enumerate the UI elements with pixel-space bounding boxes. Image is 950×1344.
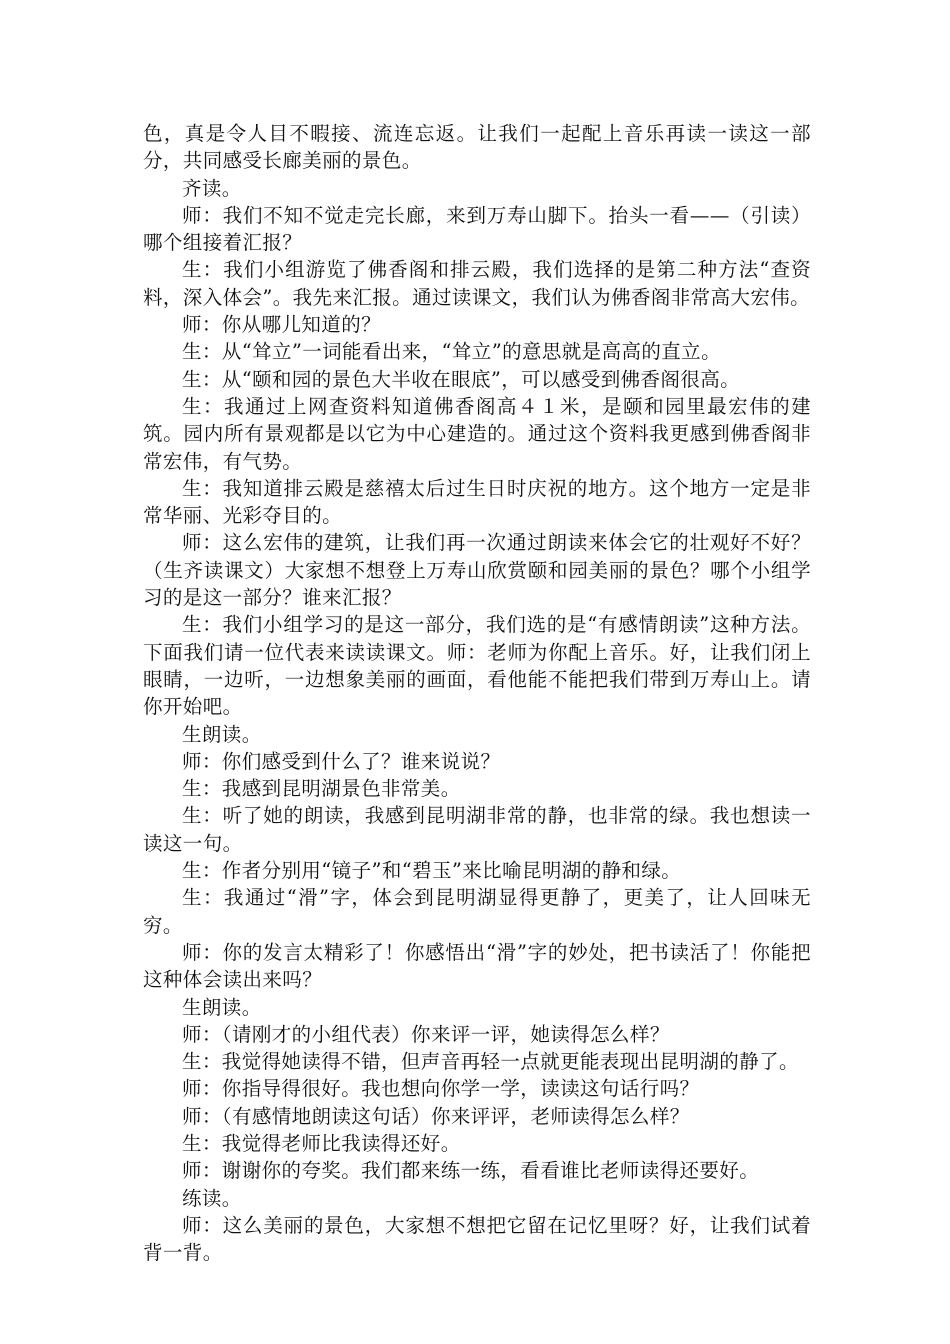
- paragraph: 生：我觉得她读得不错，但声音再轻一点就更能表现出昆明湖的静了。: [182, 1050, 799, 1074]
- paragraph: 师：你的发言太精彩了！你感悟出“滑”字的妙处，把书读活了！你能把这种体会读出来吗？: [143, 940, 811, 992]
- paragraph: 生：作者分别用“镜子”和“碧玉”来比喻昆明湖的静和绿。: [182, 859, 682, 883]
- paragraph: 师：你从哪儿知道的？: [182, 313, 382, 337]
- paragraph: 师：你指导得很好。我也想向你学一学，读读这句话行吗？: [182, 1077, 700, 1101]
- paragraph: 师：我们不知不觉走完长廊，来到万寿山脚下。抬头一看——（引读）哪个组接着汇报？: [143, 203, 811, 255]
- paragraph: 齐读。: [182, 176, 242, 200]
- paragraph: 生：从“颐和园的景色大半收在眼底”，可以感受到佛香阁很高。: [182, 367, 741, 391]
- paragraph-continued: 色，真是令人目不暇接、流连忘返。让我们一起配上音乐再读一读这一部分，共同感受长廊美丽的景色。: [143, 122, 811, 173]
- paragraph: 生：从“耸立”一词能看出来，“耸立”的意思就是高高的直立。: [182, 340, 721, 364]
- paragraph: 生：我知道排云殿是慈禧太后过生日时庆祝的地方。这个地方一定是非常华丽、光彩夺目的。: [143, 476, 811, 528]
- paragraph: 练读。: [182, 1186, 242, 1210]
- paragraph: 师：这么宏伟的建筑，让我们再一次通过朗读来体会它的壮观好不好？（生齐读课文）大家想不想登上万寿山欣赏颐和园美丽的景色？哪个小组学习的是这一部分？谁来汇报？: [143, 531, 811, 610]
- paragraph: 师：你们感受到什么了？谁来说说？: [182, 749, 501, 773]
- paragraph: 生：我们小组学习的是这一部分，我们选的是“有感情朗读”这种方法。下面我们请一位代表来读读课文。师：老师为你配上音乐。好，让我们闭上眼睛，一边听，一边想象美丽的画面，看他能不能把我们带到万寿山上。请你开始吧。: [143, 613, 811, 719]
- paragraph: 师：（有感情地朗读这句话）你来评评，老师读得怎么样？: [182, 1104, 690, 1128]
- paragraph: 生：我通过“滑”字，体会到昆明湖显得更静了，更美了，让人回味无穷。: [143, 886, 811, 937]
- paragraph: 生：听了她的朗读，我感到昆明湖非常的静，也非常的绿。我也想读一读这一句。: [143, 804, 811, 855]
- paragraph: 生：我感到昆明湖景色非常美。: [182, 777, 461, 801]
- paragraph: 生：我通过上网查资料知道佛香阁高４１米，是颐和园里最宏伟的建筑。园内所有景观都是以它为中心建造的。通过这个资料我更感到佛香阁非常宏伟，有气势。: [143, 394, 811, 473]
- paragraph: 生：我觉得老师比我读得还好。: [182, 1131, 461, 1155]
- paragraph: 师：这么美丽的景色，大家想不想把它留在记忆里呀？好，让我们试着背一背。: [143, 1213, 811, 1265]
- paragraph: 生朗读。: [182, 995, 262, 1019]
- paragraph: 生：我们小组游览了佛香阁和排云殿，我们选择的是第二种方法“查资料，深入体会”。我先来汇报。通过读课文，我们认为佛香阁非常高大宏伟。: [143, 258, 811, 309]
- paragraph: 师：（请刚才的小组代表）你来评一评，她读得怎么样？: [182, 1022, 670, 1046]
- paragraph: 生朗读。: [182, 722, 262, 746]
- document-body: [143, 120, 811, 1266]
- paragraph: 师：谢谢你的夸奖。我们都来练一练，看看谁比老师读得还要好。: [182, 1159, 760, 1183]
